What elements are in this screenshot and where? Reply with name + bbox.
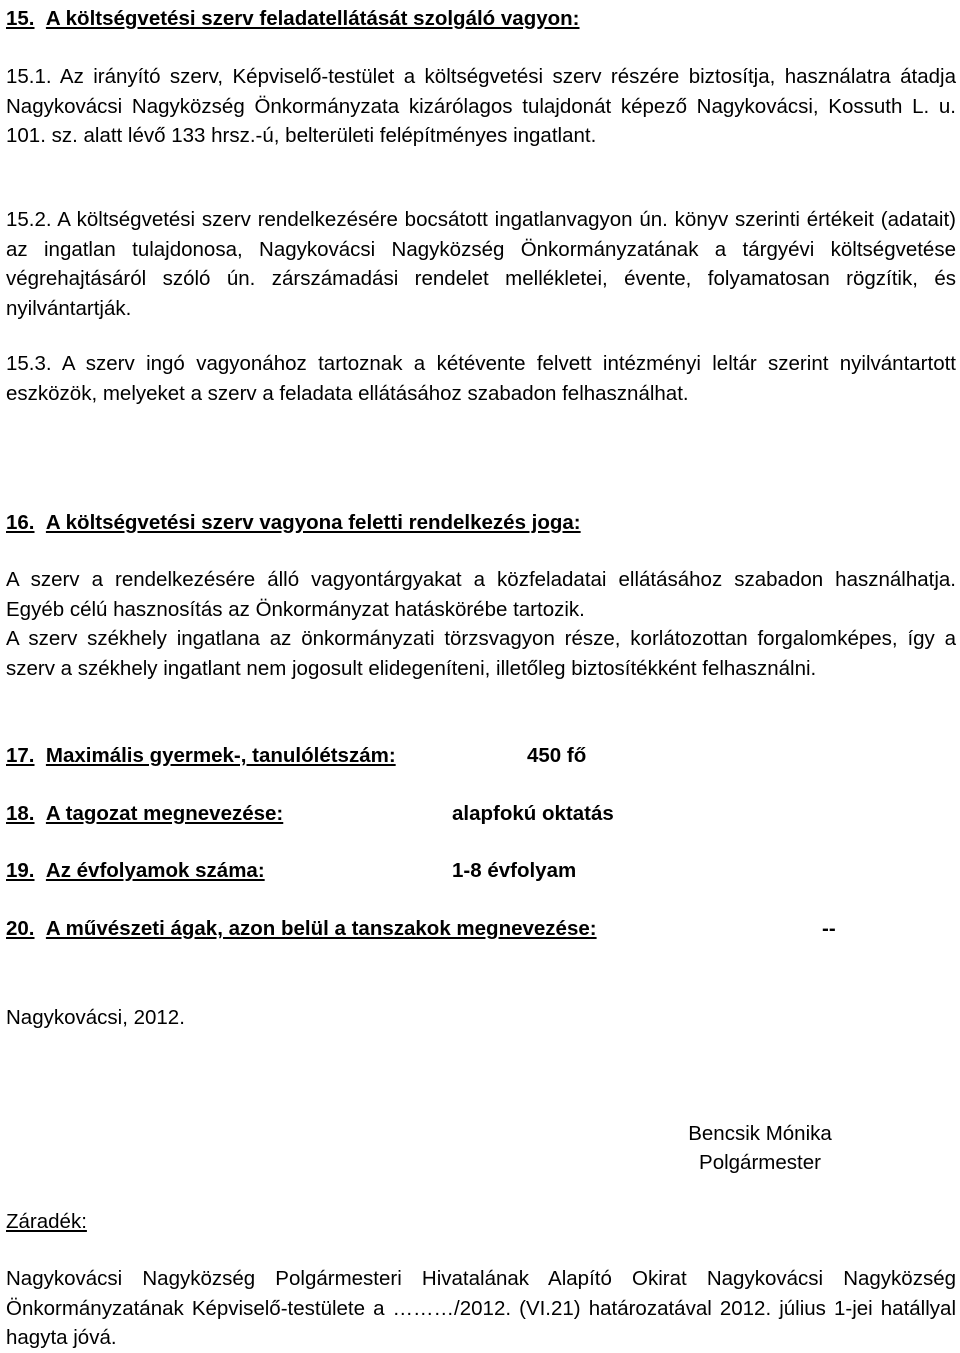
section-17-value: 450 fő: [527, 744, 587, 767]
signature-name: Bencsik Mónika: [688, 1122, 832, 1145]
paragraph-15-3: 15.3. A szerv ingó vagyonához tartoznak a kétévente felvett intézményi leltár szerint nyilvántartott eszközök, melyeket a szerv a feladata ellátásához szabadon felhasználhat.: [6, 352, 956, 405]
paragraph-15-2: 15.2. A költségvetési szerv rendelkezésére bocsátott ingatlanvagyon ún. könyv szerinti értékeit (adatait) az ingatlan tulajdonosa, Nagykovácsi Nagyközség Önkormányzatának a tárgyévi költségvetése végrehajtásáról szóló ún. zárszámadási rendelet mellékletei, évente, folyamatosan rögzítik, és nyilvántartják.: [6, 208, 956, 320]
place-date: Nagykovácsi, 2012.: [6, 1006, 185, 1029]
section-19-heading: [6, 856, 265, 886]
section-15-heading: [6, 4, 580, 34]
section-17-number: 17.: [6, 744, 35, 767]
section-16-heading: [6, 508, 581, 538]
section-15-title: A költségvetési szerv feladatellátását szolgáló vagyon:: [45, 7, 580, 30]
section-18-value: alapfokú oktatás: [452, 802, 614, 825]
section-19-value: 1-8 évfolyam: [452, 859, 577, 882]
zaradek-title: Záradék:: [6, 1210, 87, 1233]
section-20-value: --: [822, 917, 836, 940]
section-17-title: Maximális gyermek-, tanulólétszám:: [45, 744, 396, 767]
paragraph-15-1: 15.1. Az irányító szerv, Képviselő-testület a költségvetési szerv részére biztosítja, használatra átadja Nagykovácsi Nagyközség Önkormányzata kizárólagos tulajdonát képező Nagykovácsi, Kossuth L. u. 101. sz. alatt lévő 133 hrsz.-ú, belterületi felépítményes ingatlant.: [6, 65, 956, 147]
section-20-heading: [6, 914, 597, 944]
section-16-number: 16.: [6, 511, 35, 534]
zaradek-text: Nagykovácsi Nagyközség Polgármesteri Hivatalának Alapító Okirat Nagykovácsi Nagyközség Önkormányzatának Képviselő-testülete a ………/2012. (VI.21) határozatával 2012. július 1-jei hatállyal hagyta jóvá.: [6, 1267, 956, 1349]
section-18-heading: [6, 799, 283, 829]
section-19-number: 19.: [6, 859, 35, 882]
section-17-heading: [6, 741, 396, 771]
paragraph-16-2: A szerv székhely ingatlana az önkormányzati törzsvagyon része, korlátozottan forgalomképes, így a szerv a székhely ingatlant nem jogosult elidegeníteni, illetőleg biztosítékként felhasználni.: [6, 627, 956, 680]
paragraph-16-1: A szerv a rendelkezésére álló vagyontárgyakat a közfeladatai ellátásához szabadon használhatja. Egyéb célú hasznosítás az Önkormányzat hatáskörébe tartozik.: [6, 568, 956, 621]
section-20-title: A művészeti ágak, azon belül a tanszakok megnevezése:: [45, 917, 597, 940]
section-19-title: Az évfolyamok száma:: [45, 859, 265, 882]
section-18-number: 18.: [6, 802, 35, 825]
section-20-number: 20.: [6, 917, 35, 940]
section-16-title: A költségvetési szerv vagyona feletti rendelkezés joga:: [45, 511, 581, 534]
section-15-number: 15.: [6, 7, 35, 30]
section-18-title: A tagozat megnevezése:: [45, 802, 284, 825]
signature-role: Polgármester: [699, 1151, 821, 1174]
